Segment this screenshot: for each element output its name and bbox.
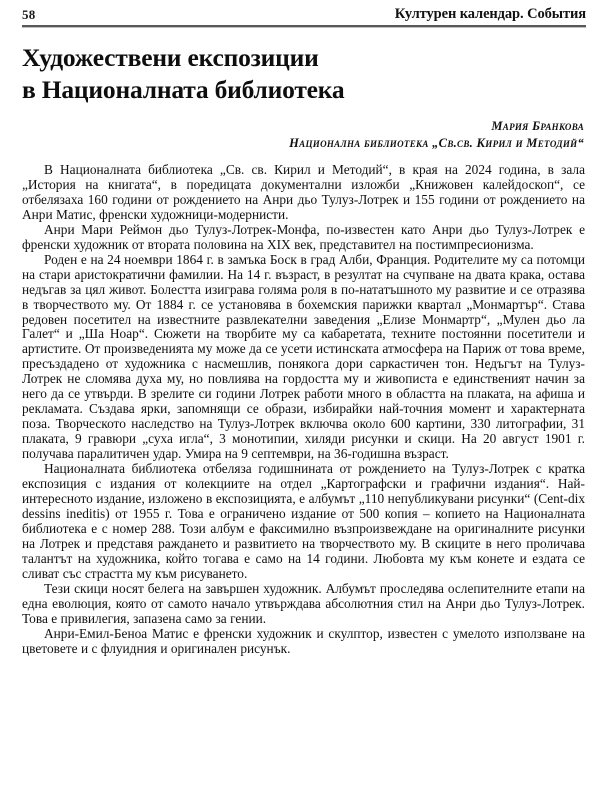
article-body — [0, 152, 600, 656]
running-head — [0, 0, 600, 22]
article-title-line-1: Художествени експозиции — [22, 43, 319, 72]
page-number: 58 — [22, 7, 36, 22]
body-paragraph: Анри Мари Реймон дьо Тулуз-Лотрек-Монфа, по-известен като Анри дьо Тулуз-Лотрек е френски художник от втората половина на XIX век, представител на постимпресионизма. — [22, 221, 585, 252]
byline-author: Мария Бранкова — [491, 119, 584, 134]
header-rule-thin — [22, 27, 586, 28]
body-paragraph: Националната библиотека отбеляза годишнината от рождението на Тулуз-Лотрек с кратка експозиция с издания от колекциите на отдел „Картографски и графични издания“. Най-интересното издание, изложено в експозицията, е албумът „110 непубликувани рисунки“ (Cent-dix dessins ineditis) от 1955 г. Това е ограничено издание от 500 копия – копието на Националната библиотека е с номер 288. Този албум е факсимилно възпроизвеждане на оригиналните рисунки на Лотрек и представя раждането и развитието на творчеството му. В скиците в него проличава талантът на художника, който тогава е само на 14 години. Любовта му към конете и ездата се сливат със страстта му към рисуването. — [22, 461, 585, 581]
body-paragraph: Анри-Емил-Беноа Матис е френски художник и скулптор, известен с умелото използване на цветовете и с флуидния и оригинален рисунък. — [22, 625, 585, 656]
running-head-title: Културен календар. События — [394, 5, 586, 22]
byline — [0, 106, 600, 152]
byline-affiliation: Национална библиотека „Св.св. Кирил и Методий“ — [289, 136, 584, 151]
body-paragraph: В Националната библиотека „Св. св. Кирил и Методий“, в края на 2024 година, в зала „История на книгата“, в поредицата документални изложби „Книжовен калейдоскоп“, се отбелязаха 160 години от рождението на Анри дьо Тулуз-Лотрек и 155 години от рождението на Анри Матис, френски художници-модернисти. — [22, 162, 585, 222]
body-paragraph: Роден е на 24 ноември 1864 г. в замъка Боск в град Алби, Франция. Родителите му са потомци на стари аристократични фамилии. На 14 г. възраст, в резултат на счупване на двата крака, остава недъгав за цял живот. Болестта изиграва голяма роля в по-нататъшното му развитие и се отразява в творчеството му. От 1884 г. се установява в бохемския парижки квартал „Монмартър“. Става редовен посетител на известните развлекателни заведения „Елизе Монмартр“, „Мулен дьо ла Галет“ и „Ша Ноар“. Сюжети на творбите му са кабаретата, техните постоянни посетители и артистите. От произведенията му може да се усети истинската атмосфера на Париж от това време, пресъздадено от художника с насмешлив, понякога дори саркастичен тон. Недъгът на Тулуз-Лотрек не сломява духа му, но повлиява на гордостта му и живописта е единственият начин за него да се утвърди. В зрелите си години Лотрек работи много в областта на плаката, на афиша и рекламата. Създава ярки, запомнящи се образи, избирайки най-точния момент и характерната поза. Творческото наследство на Тулуз-Лотрек включва около 600 картини, 330 литографии, 31 плаката, 9 гравюри „суха игла“, 3 монотипии, хиляди рисунки и скици. На 20 август 1901 г. получава паралитичен удар. Умира на 9 септември, на 36-годишна възраст. — [22, 251, 585, 462]
article-title — [0, 28, 600, 106]
article-title-line-2: в Националната библиотека — [22, 75, 345, 105]
body-paragraph: Тези скици носят белега на завършен художник. Албумът проследява ослепителните етапи на една еволюция, която от самото начало утвърждава абсолютния стил на Анри дьо Тулуз-Лотрек. Това е привилегия, запазена само за гении. — [22, 580, 585, 626]
